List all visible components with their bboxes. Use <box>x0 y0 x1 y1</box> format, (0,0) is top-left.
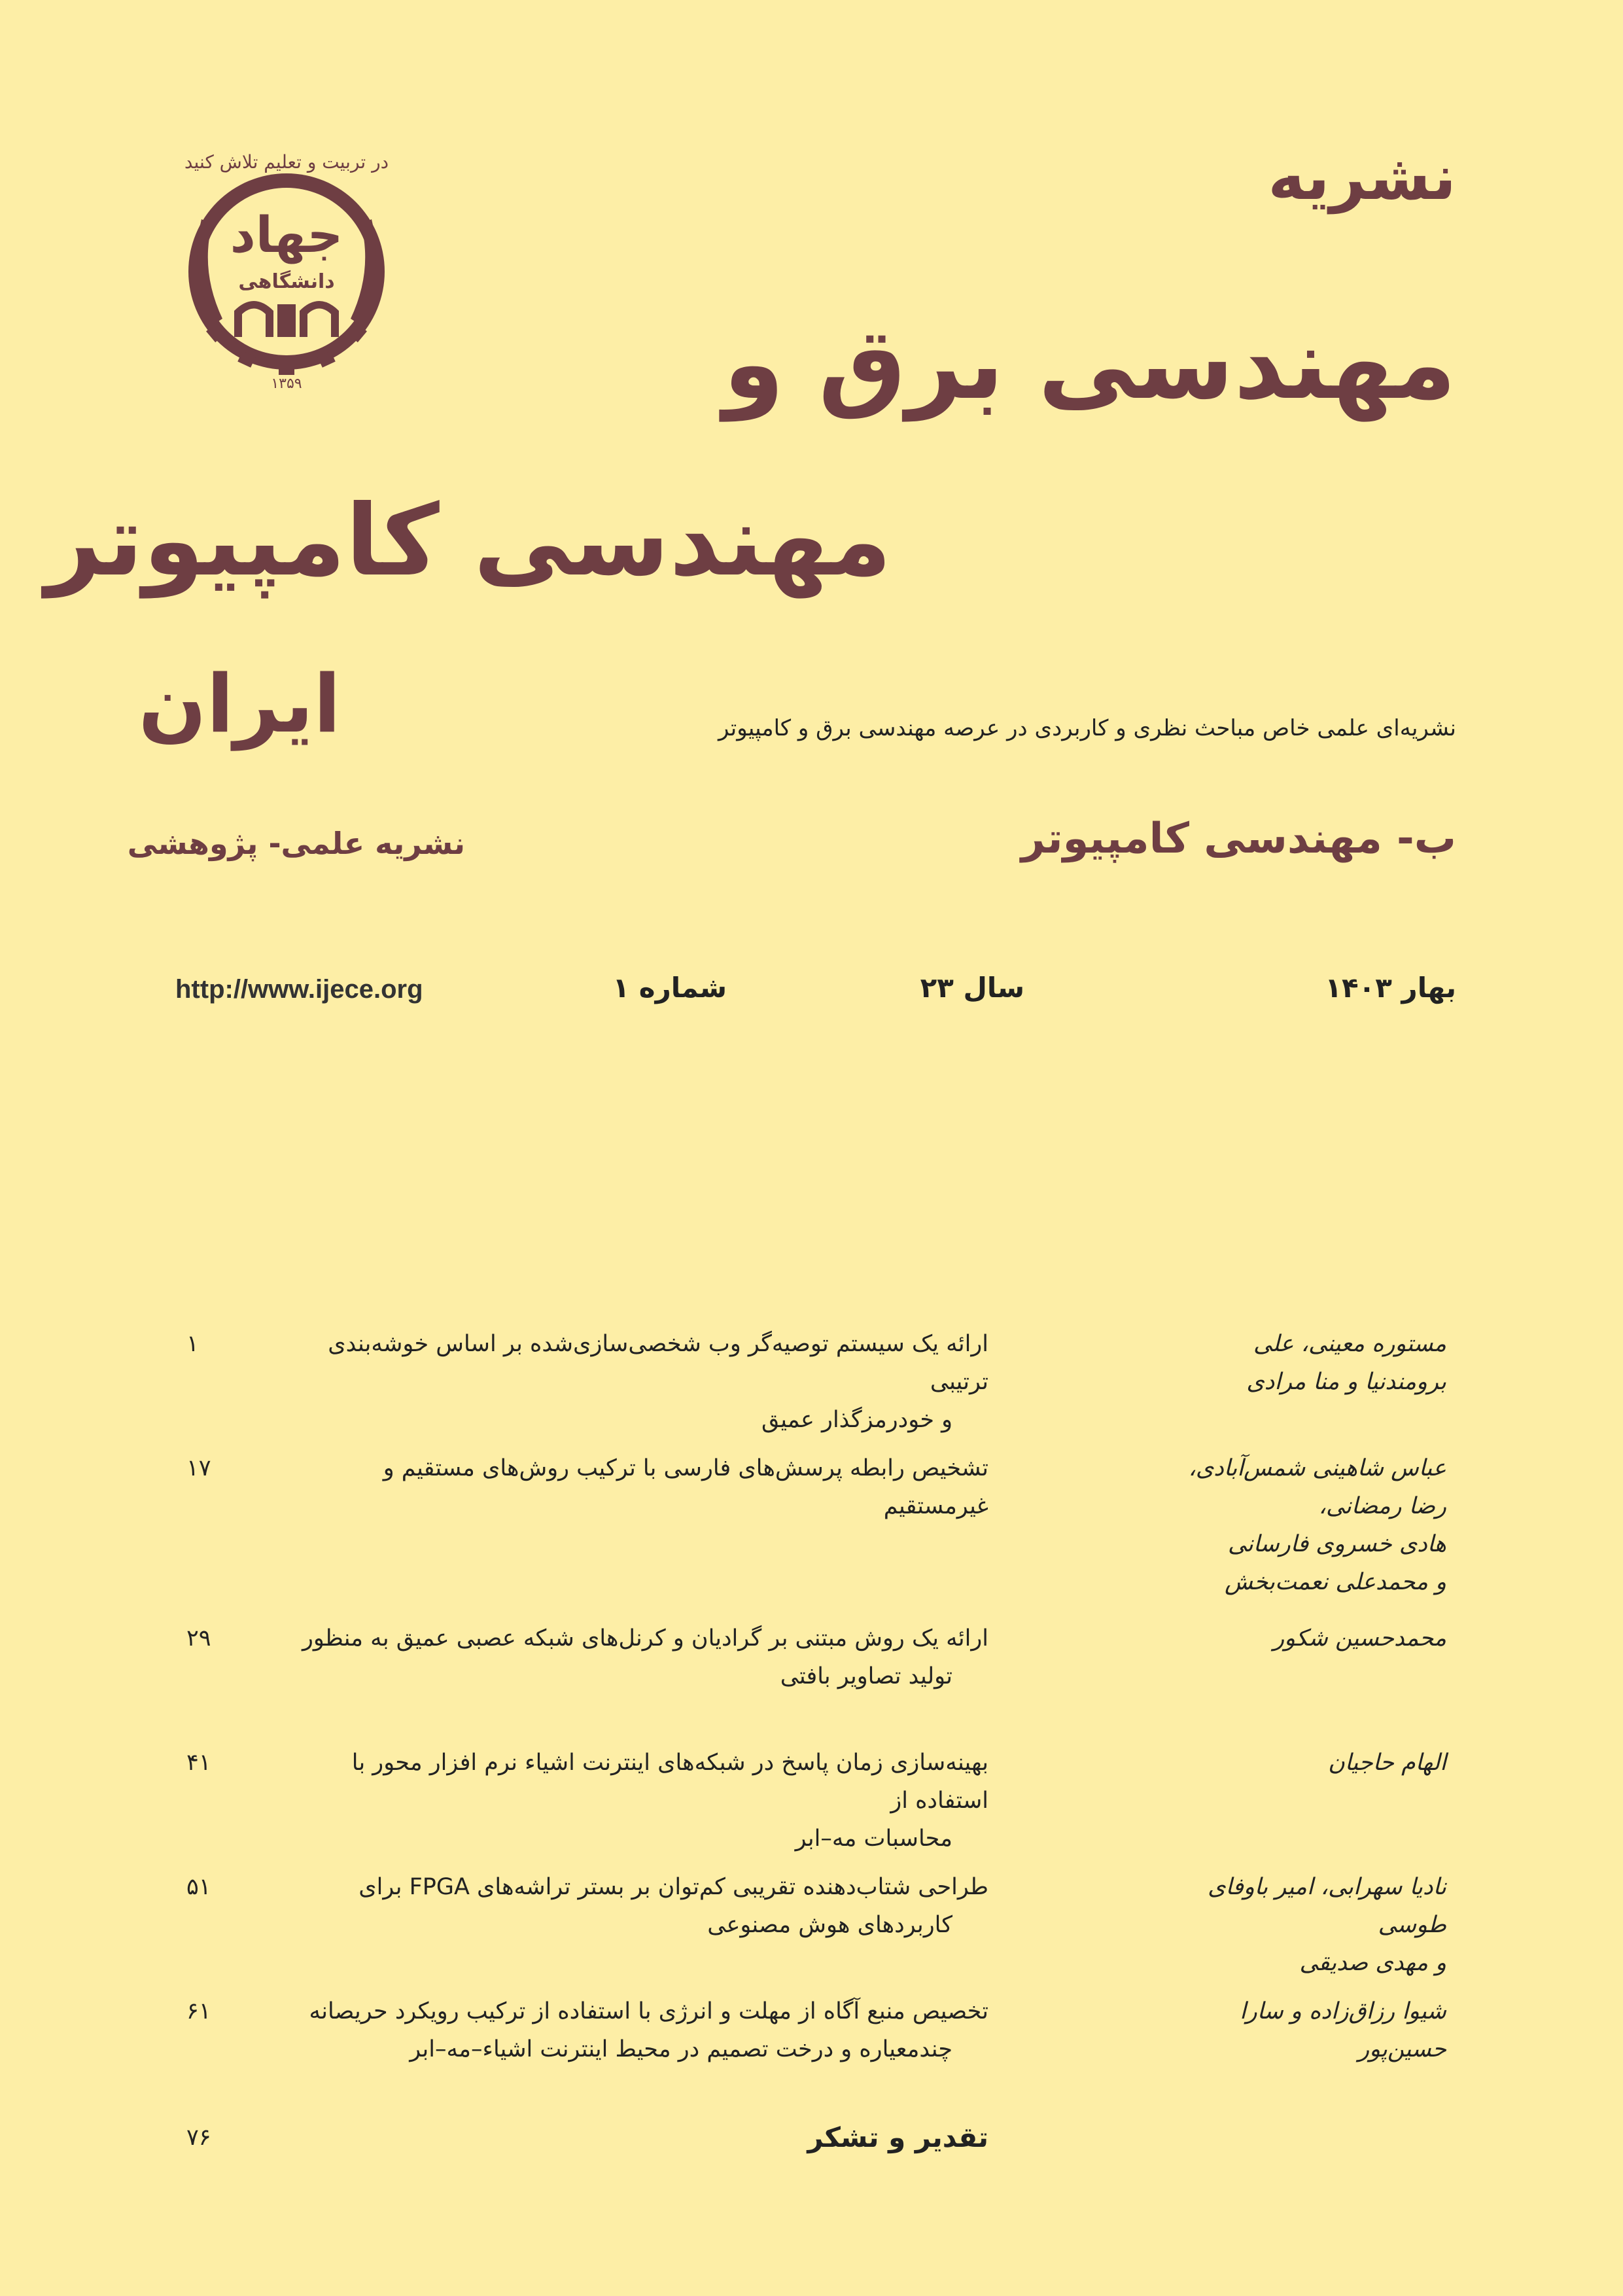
journal-title-line3: مهندسی کامپیوتر <box>45 484 892 598</box>
issue-season: بهار ۱۴۰۳ <box>1325 972 1456 1004</box>
journal-section: ب- مهندسی کامپیوتر <box>1021 815 1456 863</box>
toc-page-number: ۲۹ <box>186 1625 211 1651</box>
toc-authors: مستوره معینی، علی برومندنیا و منا مرادی <box>1246 1331 1446 1395</box>
journal-subtitle: نشریه‌ای علمی خاص مباحث نظری و کاربردی در عرصه مهندسی برق و کامپیوتر <box>718 715 1456 741</box>
issue-number: شماره ۱ <box>612 972 727 1004</box>
toc-page-number: ۱ <box>186 1331 199 1357</box>
toc-authors: عباس شاهینی شمس‌آبادی، رضا رمضانی، هادی خسروی فارسانی و محمدعلی نعمت‌بخش <box>1188 1455 1446 1595</box>
toc-authors: نادیا سهرابی، امیر باوفای طوسی و مهدی صدیقی <box>1208 1874 1446 1976</box>
journal-type: نشریه علمی- پژوهشی <box>127 826 465 861</box>
logo-center-text: جهاد <box>230 205 343 264</box>
toc-authors: محمدحسین شکور <box>1273 1625 1446 1651</box>
jahad-daneshgahi-logo <box>162 141 411 389</box>
toc-page-number: ۱۷ <box>186 1455 211 1481</box>
logo-top-text: در تربیت و تعلیم تلاش کنید <box>184 151 389 173</box>
toc-page-number: ۴۱ <box>186 1750 211 1776</box>
journal-title-line4: ایران <box>138 658 341 751</box>
toc-authors: الهام حاجیان <box>1328 1750 1446 1776</box>
journal-title-line1: نشریه <box>1268 141 1456 214</box>
journal-title-line2: مهندسی برق و <box>723 308 1456 421</box>
toc-page-number: ۶۱ <box>186 1998 211 2024</box>
logo-sub-text: دانشگاهی <box>238 270 335 293</box>
toc-title: تشخیص رابطه پرسش‌های فارسی با ترکیب روش‌های مستقیم و غیرمستقیم <box>383 1455 988 1519</box>
toc-title: تقدیر و تشکر <box>807 2121 988 2153</box>
toc-title: تخصیص منبع آگاه از مهلت و انرژی با استفاده از ترکیب رویکرد حریصانه چندمعیاره و درخت تصمیم در محیط اینترنت اشیاء–مه–ابر <box>309 1998 988 2062</box>
journal-website-link[interactable]: http://www.ijece.org <box>175 975 423 1004</box>
toc-page-number: ۵۱ <box>186 1874 211 1900</box>
toc-authors: شیوا رزاق‌زاده و سارا حسین‌پور <box>1240 1998 1446 2062</box>
toc-title: بهینه‌سازی زمان پاسخ در شبکه‌های اینترنت اشیاء نرم افزار محور با استفاده از محاسبات مه–ابر <box>351 1750 988 1852</box>
issue-year: سال ۲۳ <box>920 972 1024 1004</box>
toc-page-number: ۷۶ <box>186 2125 211 2151</box>
toc-title: طراحی شتاب‌دهنده تقریبی کم‌توان بر بستر تراشه‌های FPGA برای کاربردهای هوش مصنوعی <box>358 1874 988 1938</box>
toc-title: ارائه یک روش مبتنی بر گرادیان و کرنل‌های شبکه عصبی عمیق به منظور تولید تصاویر بافتی <box>302 1625 988 1689</box>
logo-year-text: ۱۳۵۹ <box>271 376 302 389</box>
toc-title: ارائه یک سیستم توصیه‌گر وب شخصی‌سازی‌شده بر اساس خوشه‌بندی ترتیبی و خودرمزگذار عمیق <box>328 1331 988 1433</box>
